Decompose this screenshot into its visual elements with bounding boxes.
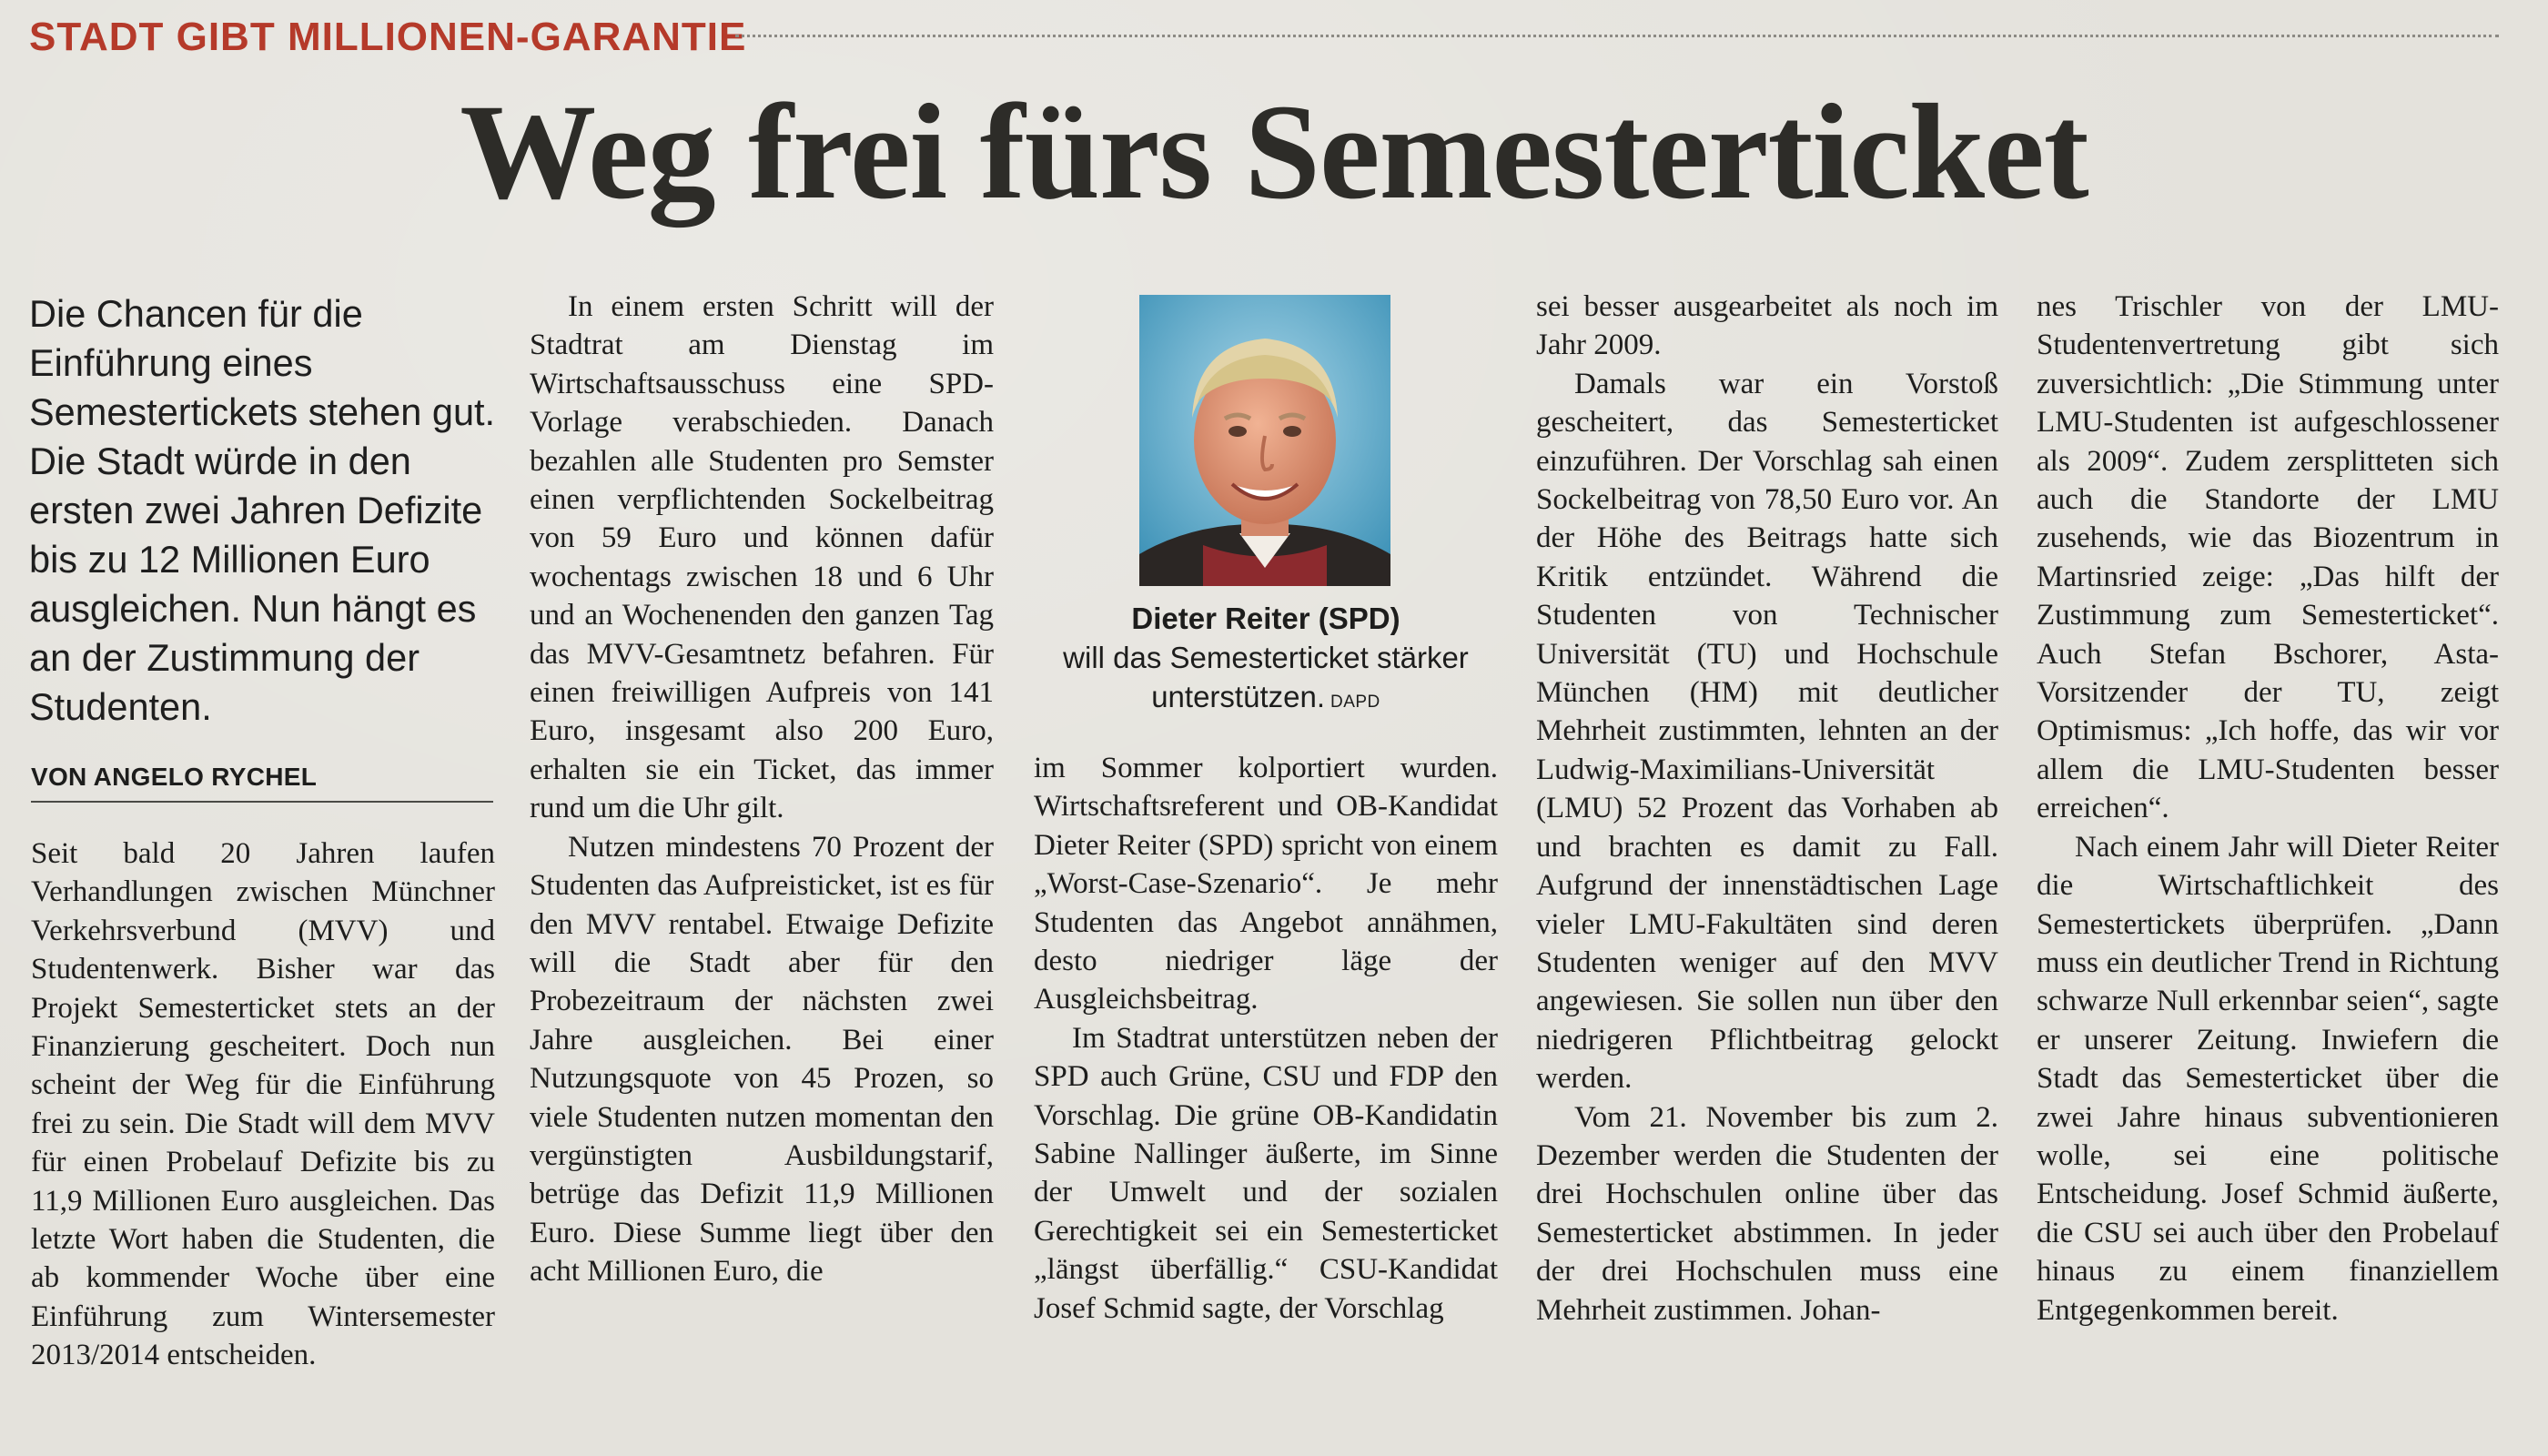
headline: Weg frei fürs Semesterticket [460,76,2088,228]
paragraph: Nutzen mindestens 70 Prozent der Studenten das Aufpreisticket, ist es für den MVV rentabel. Etwaige Defizite will die Stadt aber für den Probezeitraum der nächsten zwei Jahre ausgleichen. Bei einer Nutzungsquote von 45 Prozen, so viele Studenten nutzen momentan den vergünstigten Ausbildungstarif, betrüge das Defizit 11,9 Millionen Euro. Diese Summe liegt über den acht Millionen Euro, die [530,830,994,1289]
photo-credit: DAPD [1330,693,1380,712]
photo-caption [1034,599,1498,722]
column-1 [31,834,495,1375]
paragraph: nes Trischler von der LMU-Studentenvertretung gibt sich zuversichtlich: „Die Stimmung unter LMU-Studenten ist aufgeschlossener als 2009“. Zudem zersplitteten sich auch die Standorte der LMU zusehends, wie das Biozentrum in Martinsried zeige: „Das hilft der Zustimmung zum Semesterticket“. Auch Stefan Bschorer, Asta-Vorsitzender der TU, zeigt Optimismus: „Ich hoffe, das wir vor allem die LMU-Studenten besser erreichen“. [2037,290,2499,825]
paragraph: Damals war ein Vorstoß gescheitert, das Semesterticket einzuführen. Der Vorschlag sah einen Sockelbeitrag von 78,50 Euro vor. An der Höhe des Beitrags hatte sich Kritik entzündet. Während die Studenten von Technischer Universität (TU) und Hochschule München (HM) mit deutlicher Mehrheit zustimmten, lehnten an der Ludwig-Maximilians-Universität (LMU) 52 Prozent das Vorhaben ab und brachten es damit zu Fall. Aufgrund der innenstädtischen Lage vieler LMU-Fakultäten sind deren Studenten weniger auf den MVV angewiesen. Sie sollen nun über den niedrigeren Pflichtbeitrag gelockt werden. [1536,367,1998,1096]
paragraph: Vom 21. November bis zum 2. Dezember werden die Studenten der drei Hochschulen online über das Semesterticket abstimmen. In jeder der drei Hochschulen muss eine Mehrheit zustimmen. Johan- [1536,1100,1998,1327]
portrait-image [1139,295,1390,586]
caption-text: will das Semesterticket stärker unterstützen. [1063,641,1469,713]
portrait-photo [1139,295,1390,586]
kicker: STADT GIBT MILLIONEN-GARANTIE [29,15,747,59]
column-2 [530,288,994,1291]
column-5 [2037,288,2499,1330]
paragraph: sei besser ausgearbeitet als noch im Jahr 2009. [1536,290,1998,362]
paragraph: Seit bald 20 Jahren laufen Verhandlungen zwischen Münchner Verkehrsverbund (MVV) und Studentenwerk. Bisher war das Projekt Semesterticket stets an der Finanzierung gescheitert. Doch nun scheint der Weg für die Einführung frei zu sein. Die Stadt will dem MVV für einen Probelauf Defizite bis zu 11,9 Millionen Euro ausgleichen. Das letzte Wort haben die Studenten, die ab kommender Woche über eine Einführung zum Wintersemester 2013/2014 entscheiden. [31,837,495,1372]
caption-name: Dieter Reiter (SPD) [1131,602,1400,635]
paragraph: In einem ersten Schritt will der Stadtrat am Dienstag im Wirtschaftsausschuss eine SPD-Vorlage verabschieden. Danach bezahlen alle Studenten pro Semster einen verpflichtenden Sockelbeitrag von 59 Euro und können dafür wochentags zwischen 18 und 6 Uhr und an Wochenenden den ganzen Tag das MVV-Gesamtnetz befahren. Für einen freiwilligen Aufpreis von 141 Euro, insgesamt also 200 Euro, erhalten sie ein Ticket, das immer rund um die Uhr gilt. [530,290,994,825]
paragraph: Nach einem Jahr will Dieter Reiter die Wirtschaftlichkeit des Semestertickets überprüfen. „Dann muss ein deutlicher Trend in Richtung schwarze Null erkennbar seien“, sagte er unserer Zeitung. Inwiefern die Stadt das Semesterticket über die zwei Jahre hinaus subventionieren wolle, sei eine politische Entscheidung. Josef Schmid äußerte, die CSU sei auch über den Probelauf hinaus zu einem finanziellem Entgegenkommen bereit. [2037,830,2499,1327]
column-4 [1536,288,1998,1330]
column-3 [1034,749,1498,1328]
paragraph: im Sommer kolportiert wurden. Wirtschaftsreferent und OB-Kandidat Dieter Reiter (SPD) spricht von einem „Worst-Case-Szenario“. Je mehr Studenten das Angebot annähmen, desto niedriger läge der Ausgleichsbeitrag. [1034,752,1498,1016]
paragraph: Im Stadtrat unterstützen neben der SPD auch Grüne, CSU und FDP den Vorschlag. Die grüne OB-Kandidatin Sabine Nallinger äußerte, im Sinne der Umwelt und der sozialen Gerechtigkeit sei ein Semesterticket „längst überfällig.“ CSU-Kandidat Josef Schmid sagte, der Vorschlag [1034,1021,1498,1325]
lead-paragraph: Die Chancen für die Einführung eines Semestertickets stehen gut. Die Stadt würde in den ersten zwei Jahren Defizite bis zu 12 Millionen Euro ausgleichen. Nun hängt es an der Zustimmung der Studenten. [29,292,496,728]
kicker-dotted-rule [735,35,2499,37]
byline: VON ANGELO RYCHEL [31,763,493,803]
